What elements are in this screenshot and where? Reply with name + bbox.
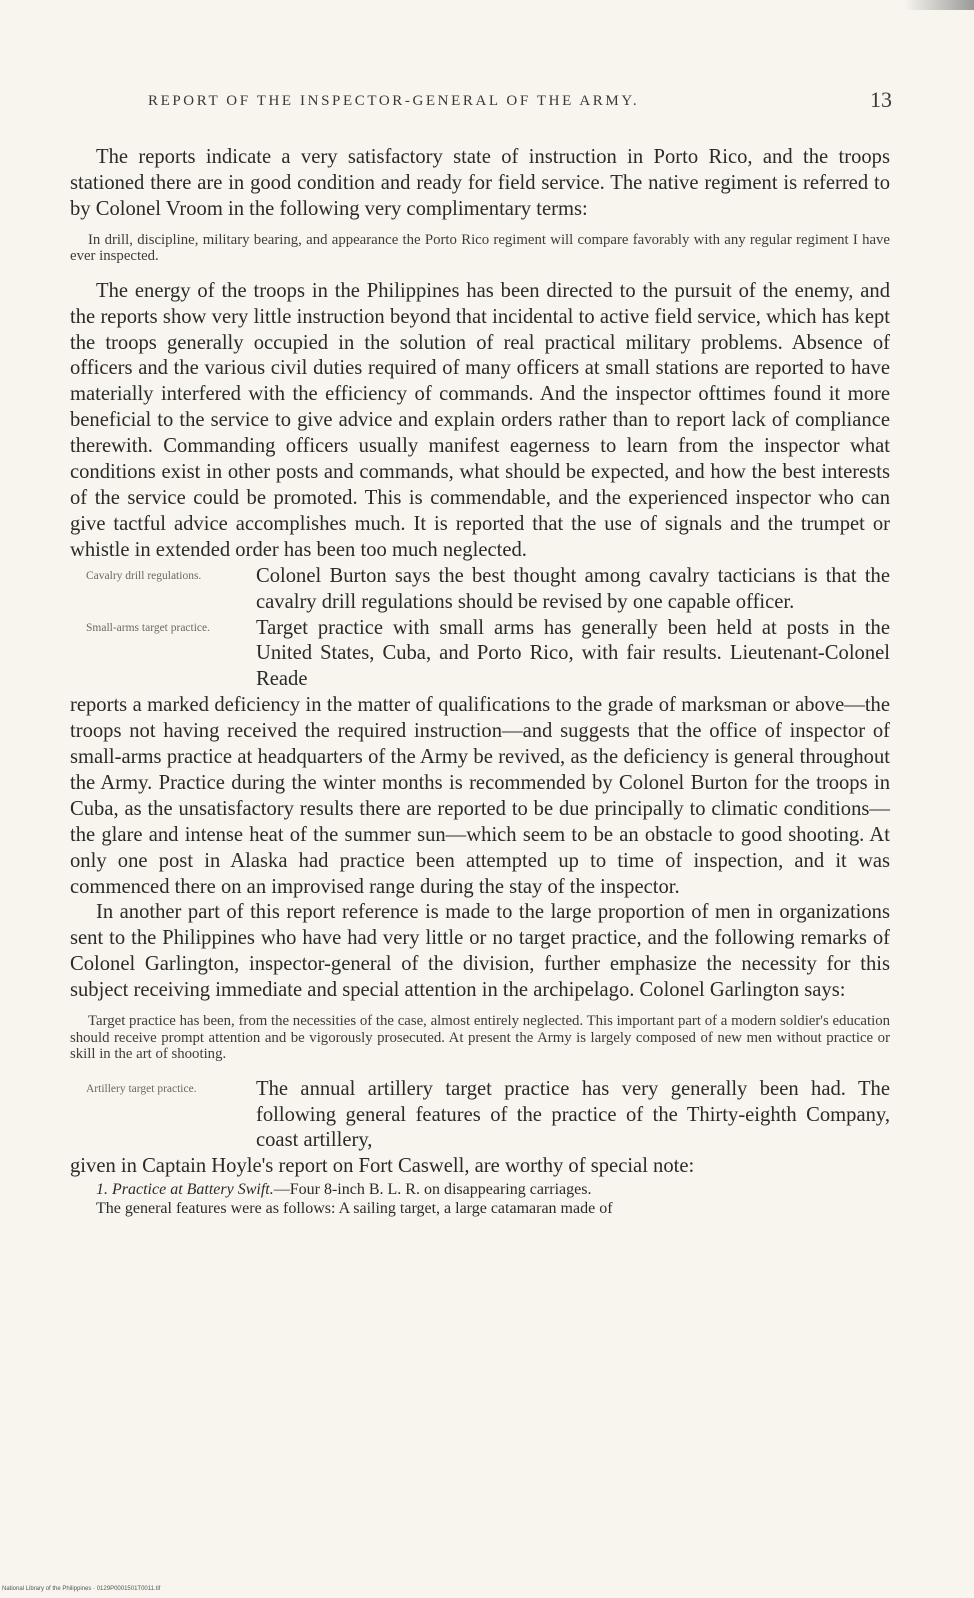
scan-edge-shadow [904,0,974,10]
paragraph-small-arms-start: Target practice with small arms has generally been held at posts in the United States, Cuba, and Porto Rico, with fair results. Lieutenant-Colonel Reade [256,616,890,691]
paragraph-cavalry: Colonel Burton says the best thought among cavalry tacticians is that the cavalry drill regulations should be revised by one capable officer. [256,564,890,613]
quote-garlington: Target practice has been, from the necessities of the case, almost entirely neglected. This important part of a modern soldier's education should receive prompt attention and be vigorously prosecuted. At present the Army is largely composed of new men without practice or skill in the art of shooting. [70,1013,890,1063]
scan-credit: National Library of the Philippines · 0129P0001501T0011.tif [2,1586,161,1592]
list-item-battery-swift [70,1180,890,1199]
item-label: 1. Practice at Battery Swift. [96,1181,274,1199]
section-small-arms [70,616,890,901]
paragraph-porto-rico: The reports indicate a very satisfactory state of instruction in Porto Rico, and the troops stationed there are in good condition and ready for field service. The native regiment is referred to by Colonel Vroom in the following very complimentary terms: [70,146,890,220]
page-number: 13 [870,87,892,112]
marginal-note-small-arms: Small-arms target practice. [86,621,211,634]
paragraph-artillery-start: The annual artillery target practice has very generally been had. The following general features of the practice of the Thirty-eighth Company, coast artillery, [256,1077,890,1152]
paragraph-artillery-cont: given in Captain Hoyle's report on Fort Caswell, are worthy of special note: [70,1155,695,1178]
quote-vroom: In drill, discipline, military bearing, and appearance the Porto Rico regiment will compare favorably with any regular regiment I have ever inspected. [70,231,890,265]
section-artillery [70,1077,890,1181]
marginal-note-artillery: Artillery target practice. [86,1082,197,1095]
marginal-note-cavalry: Cavalry drill regulations. [86,569,202,582]
body-text [70,145,890,1218]
running-header [148,87,892,112]
paragraph-garlington: In another part of this report reference is made to the large proportion of men in organizations sent to the Philippines who have had very little or no target practice, and the following remarks of Colonel Garlington, inspector-general of the division, further emphasize the necessity for this subject receiving immediate and special attention in the archipelago. Colonel Garlington says: [70,901,890,1002]
paragraph-general-features: The general features were as follows: A sailing target, a large catamaran made of [96,1200,613,1218]
running-title: REPORT OF THE INSPECTOR-GENERAL OF THE ARMY. [148,93,640,109]
section-cavalry [70,564,890,616]
paragraph-small-arms-cont: reports a marked deficiency in the matter of qualifications to the grade of marksman or above—the troops not having received the required instruction—and suggests that the office of inspector of small-arms practice at headquarters of the Army be revived, as the deficiency is general throughout the Army. Practice during the winter months is recommended by Colonel Burton for the troops in Cuba, as the unsatisfactory results there are reported to be due principally to climatic conditions—the glare and intense heat of the summer sun—which seem to be an obstacle to good shooting. At only one post in Alaska had practice been attempted up to time of inspection, and it was commenced there on an improvised range during the stay of the inspector. [70,694,890,898]
item-text: —Four 8-inch B. L. R. on disappearing carriages. [273,1181,592,1199]
paragraph-philippines: The energy of the troops in the Philippines has been directed to the pursuit of the enemy, and the reports show very little instruction beyond that incidental to active field service, which has kept the troops generally occupied in the solution of real practical military problems. Absence of officers and the various civil duties required of many officers at small stations are reported to have materially interfered with the efficiency of commands. And the inspector ofttimes found it more beneficial to the service to give advice and explain orders rather than to report lack of compliance therewith. Commanding officers usually manifest eagerness to learn from the inspector what conditions exist in other posts and commands, what should be expected, and how the best interests of the service could be promoted. This is commendable, and the experienced inspector who can give tactful advice accomplishes much. It is reported that the use of signals and the trumpet or whistle in extended order has been too much neglected. [70,279,890,561]
